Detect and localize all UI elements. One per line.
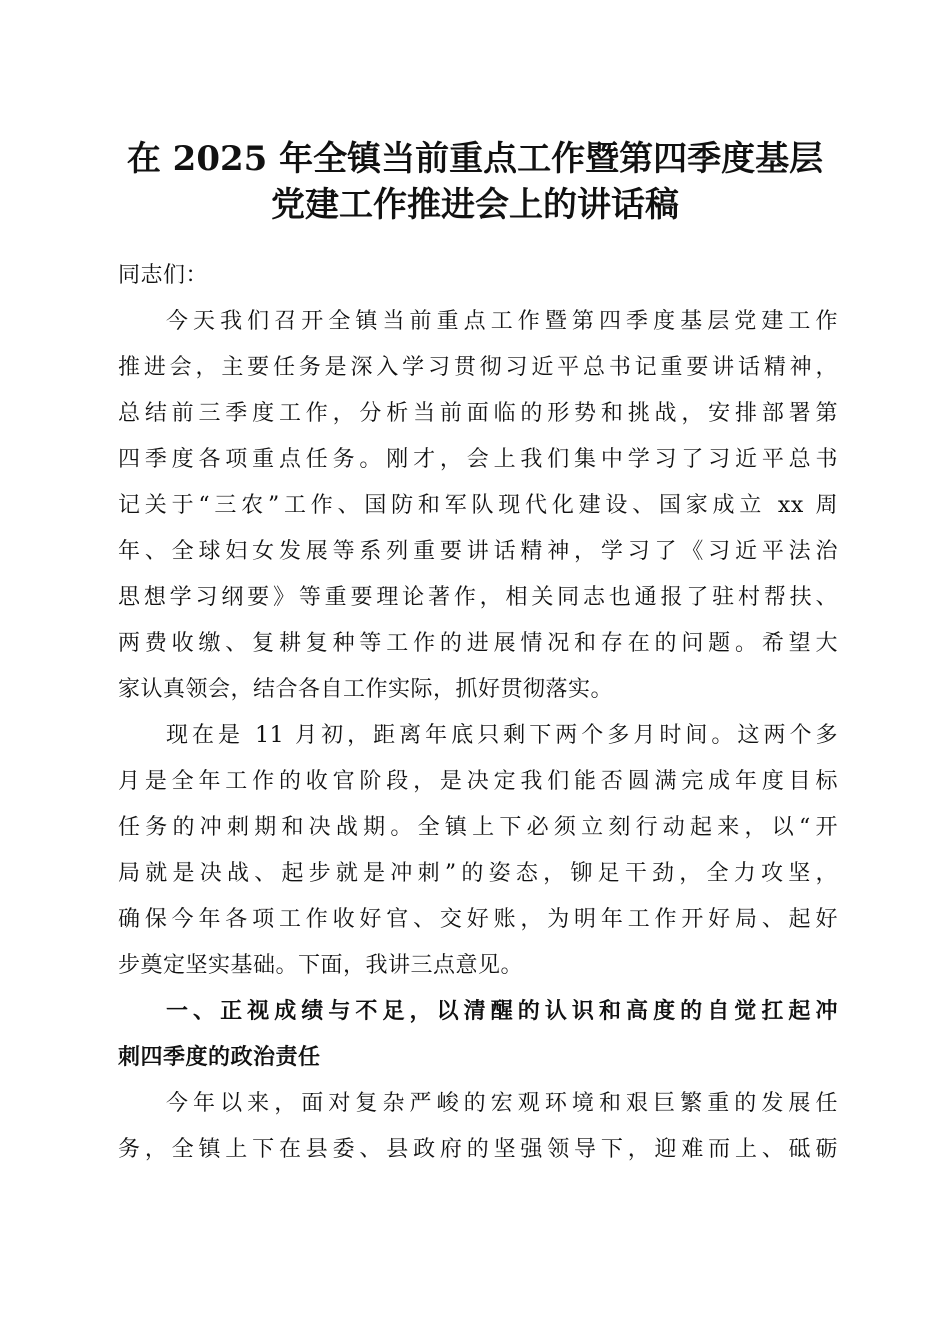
- paragraph-line: 月是全年工作的收官阶段，是决定我们能否圆满完成年度目标: [118, 769, 838, 794]
- paragraph-line: 今年以来，面对复杂严峻的宏观环境和艰巨繁重的发展任: [166, 1091, 838, 1116]
- heading-line: 刺四季度的政治责任: [118, 1045, 321, 1070]
- paragraph-line: 家认真领会，结合各自工作实际，抓好贯彻落实。: [118, 677, 614, 702]
- heading-line: 一、正视成绩与不足，以清醒的认识和高度的自觉扛起冲: [166, 999, 838, 1024]
- paragraph-line: 思想学习纲要》等重要理论著作，相关同志也通报了驻村帮扶、: [118, 585, 838, 610]
- paragraph-line: 务，全镇上下在县委、县政府的坚强领导下，迎难而上、砥砺: [118, 1137, 838, 1162]
- paragraph-line: 确保今年各项工作收好官、交好账，为明年工作开好局、起好: [118, 907, 838, 932]
- section-heading-1: [118, 989, 838, 1081]
- paragraph-line: 两费收缴、复耕复种等工作的进展情况和存在的问题。希望大: [118, 631, 838, 656]
- paragraph-line: 今天我们召开全镇当前重点工作暨第四季度基层党建工作: [166, 309, 838, 334]
- paragraph-line: 年、全球妇女发展等系列重要讲话精神，学习了《习近平法治: [118, 539, 838, 564]
- paragraph-line: 任务的冲刺期和决战期。全镇上下必须立刻行动起来，以“开: [118, 815, 838, 840]
- paragraph-line: 推进会，主要任务是深入学习贯彻习近平总书记重要讲话精神，: [118, 355, 838, 380]
- paragraph-line: 四季度各项重点任务。刚才，会上我们集中学习了习近平总书: [118, 447, 838, 472]
- salutation: [118, 253, 838, 299]
- document-body: [118, 253, 838, 1173]
- paragraph-line: 现在是 11 月初，距离年底只剩下两个多月时间。这两个多: [166, 723, 838, 748]
- document-title: [100, 136, 850, 228]
- paragraph-intro: [118, 299, 838, 713]
- paragraph-line: 总结前三季度工作，分析当前面临的形势和挑战，安排部署第: [118, 401, 838, 426]
- paragraph-achievements: [118, 1081, 838, 1173]
- paragraph-line: 步奠定坚实基础。下面，我讲三点意见。: [118, 953, 524, 978]
- title-line: 在 2025 年全镇当前重点工作暨第四季度基层: [126, 139, 824, 179]
- paragraph-timeline: [118, 713, 838, 989]
- paragraph-line: 记关于“三农”工作、国防和军队现代化建设、国家成立 xx 周: [118, 493, 838, 518]
- salutation-line: 同志们：: [118, 263, 209, 288]
- title-line: 党建工作推进会上的讲话稿: [271, 185, 679, 225]
- paragraph-line: 局就是决战、起步就是冲刺”的姿态，铆足干劲，全力攻坚，: [118, 861, 838, 886]
